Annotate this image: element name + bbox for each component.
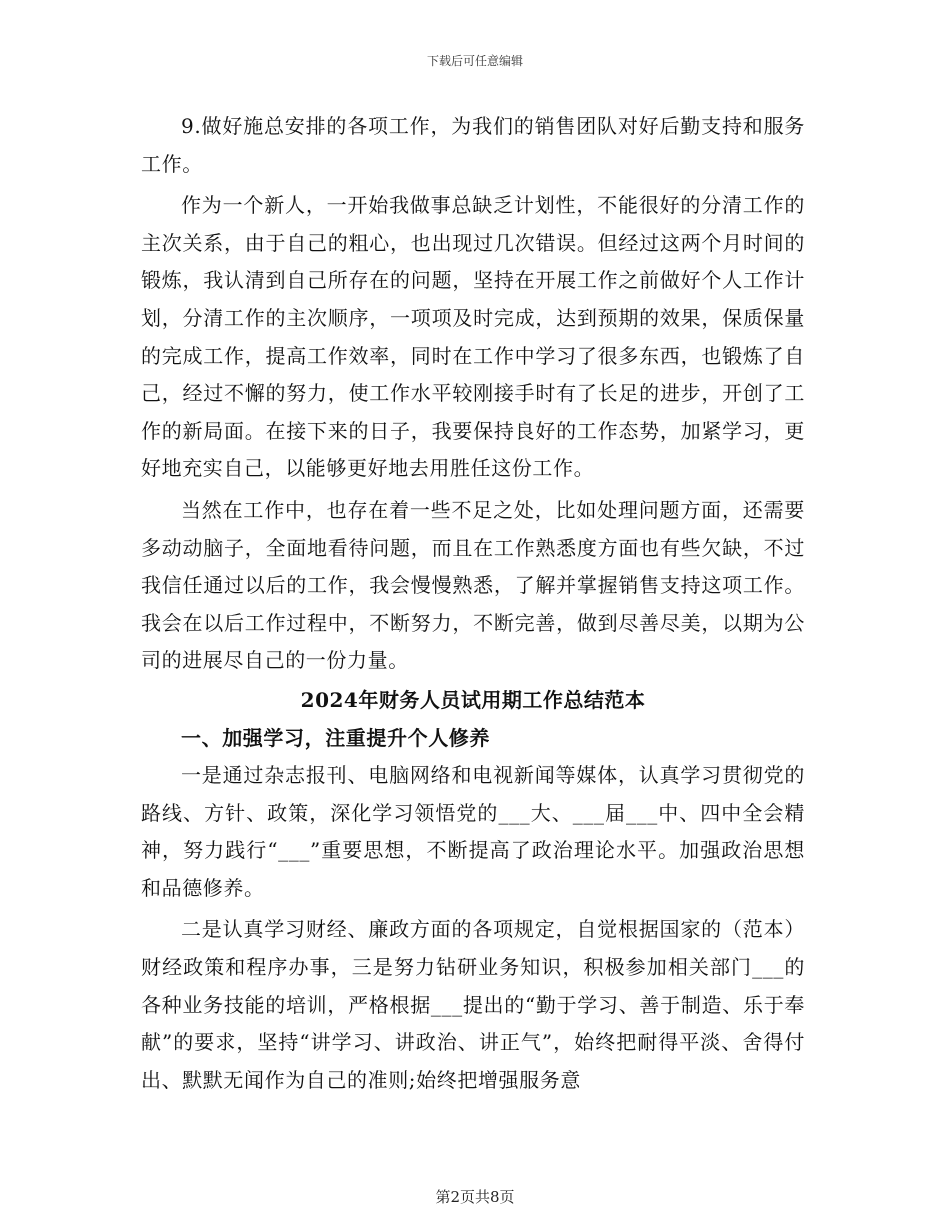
page-header: 下载后可任意编辑 [426, 54, 523, 68]
paragraph-shortcomings: 当然在工作中，也存在着一些不足之处，比如处理问题方面，还需要多动动脑子，全面地看待问题，而且在工作熟悉度方面也有些欠缺，不过我信任通过以后的工作，我会慢慢熟悉，了解并掌握销售支持这项工作。我会在以后工作过程中，不断努力，不断完善，做到尽善尽美，以期为公司的进展尽自己的一份力量。 [141, 497, 805, 673]
paragraph-item-9: 9.做好施总安排的各项工作，为我们的销售团队对好后勤支持和服务工作。 [141, 114, 805, 176]
document-body [141, 108, 805, 1099]
paragraph-first: 一是通过杂志报刊、电脑网络和电视新闻等媒体，认真学习贯彻党的路线、方针、政策，深化学习领悟党的___大、___届___中、四中全会精神，努力践行“___”重要思想，不断提高了政治理论水平。加强政治思想和品德修养。 [141, 763, 805, 900]
paragraph-newcomer: 作为一个新人，一开始我做事总缺乏计划性，不能很好的分清工作的主次关系，由于自己的粗心，也出现过几次错误。但经过这两个月时间的锻炼，我认清到自己所存在的问题，坚持在开展工作之前做好个人工作计划，分清工作的主次顺序，一项项及时完成，达到预期的效果，保质保量的完成工作，提高工作效率，同时在工作中学习了很多东西，也锻炼了自己，经过不懈的努力，使工作水平较刚接手时有了长足的进步，开创了工作的新局面。在接下来的日子，我要保持良好的工作态势，加紧学习，更好地充实自己，以能够更好地去用胜任这份工作。 [141, 193, 805, 481]
page-number: 第2页共8页 [435, 1188, 515, 1206]
paragraph-second: 二是认真学习财经、廉政方面的各项规定，自觉根据国家的（范本）财经政策和程序办事，三是努力钻研业务知识，积极参加相关部门___的各种业务技能的培训，严格根据___提出的“勤于学习、善于制造、乐于奉献”的要求，坚持“讲学习、讲政治、讲正气”，始终把耐得平淡、舍得付出、默默无闻作为自己的准则;始终把增强服务意 [141, 917, 805, 1092]
document-title: 2024年财务人员试用期工作总结范本 [300, 687, 646, 712]
section-heading-1: 一、加强学习，注重提升个人修养 [181, 725, 490, 750]
